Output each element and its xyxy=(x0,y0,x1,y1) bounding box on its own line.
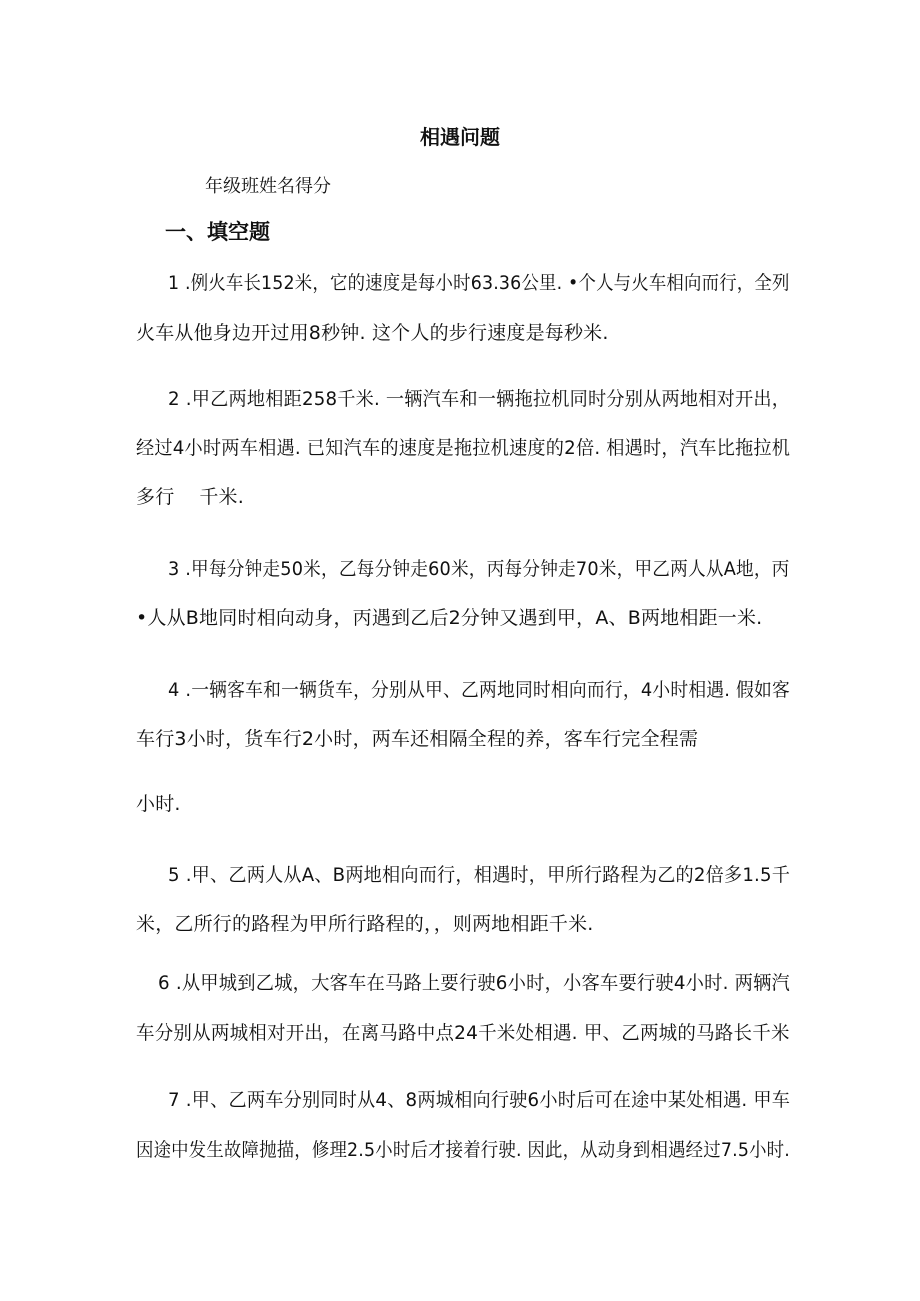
question-2-line-3: 多行 千米. xyxy=(136,486,244,508)
question-3-line-1: 3 .甲每分钟走50米，乙每分钟走60米，丙每分钟走70米，甲乙两人从A地，丙 xyxy=(168,558,790,580)
section-heading: 一、填空题 xyxy=(165,220,270,244)
page-title: 相遇问题 xyxy=(420,125,500,149)
question-3-line-2: •人从B地同时相向动身，丙遇到乙后2分钟又遇到甲，A、B两地相距一米. xyxy=(136,607,763,629)
student-info-line: 年级班姓名得分 xyxy=(205,176,331,197)
question-2-line-1: 2 .甲乙两地相距258千米. 一辆汽车和一辆拖拉机同时分别从两地相对开出， xyxy=(168,388,791,410)
question-5-line-1: 5 .甲、乙两人从A、B两地相向而行，相遇时，甲所行路程为乙的2倍多1.5千 xyxy=(168,864,791,886)
question-7-line-2: 因途中发生故障抛描，修理2.5小时后才接着行驶. 因此，从动身到相遇经过7.5小时. xyxy=(136,1139,790,1161)
question-6-line-1: 6 .从甲城到乙城，大客车在马路上要行驶6小时，小客车要行驶4小时. 两辆汽 xyxy=(158,972,791,994)
question-1-line-2: 火车从他身边开过用8秒钟. 这个人的步行速度是每秒米. xyxy=(136,322,609,344)
question-7-line-1: 7 .甲、乙两车分别同时从4、8两城相向行驶6小时后可在途中某处相遇. 甲车 xyxy=(168,1089,791,1111)
question-1-line-1: 1 .例火车长152米，它的速度是每小时63.36公里. •个人与火车相向而行，全列 xyxy=(168,272,790,294)
question-6-line-2: 车分别从两城相对开出，在离马路中点24千米处相遇. 甲、乙两城的马路长千米 xyxy=(136,1022,790,1044)
question-4-line-1: 4 .一辆客车和一辆货车，分别从甲、乙两地同时相向而行，4小时相遇. 假如客 xyxy=(168,679,790,701)
question-2-line-2: 经过4小时两车相遇. 已知汽车的速度是拖拉机速度的2倍. 相遇时，汽车比拖拉机 xyxy=(136,437,791,459)
question-4-line-2: 车行3小时，货车行2小时，两车还相隔全程的养，客车行完全程需 xyxy=(136,728,699,750)
question-4-line-3: 小时. xyxy=(136,793,181,815)
question-5-line-2: 米，乙所行的路程为甲所行路程的，，则两地相距千米. xyxy=(136,913,594,935)
